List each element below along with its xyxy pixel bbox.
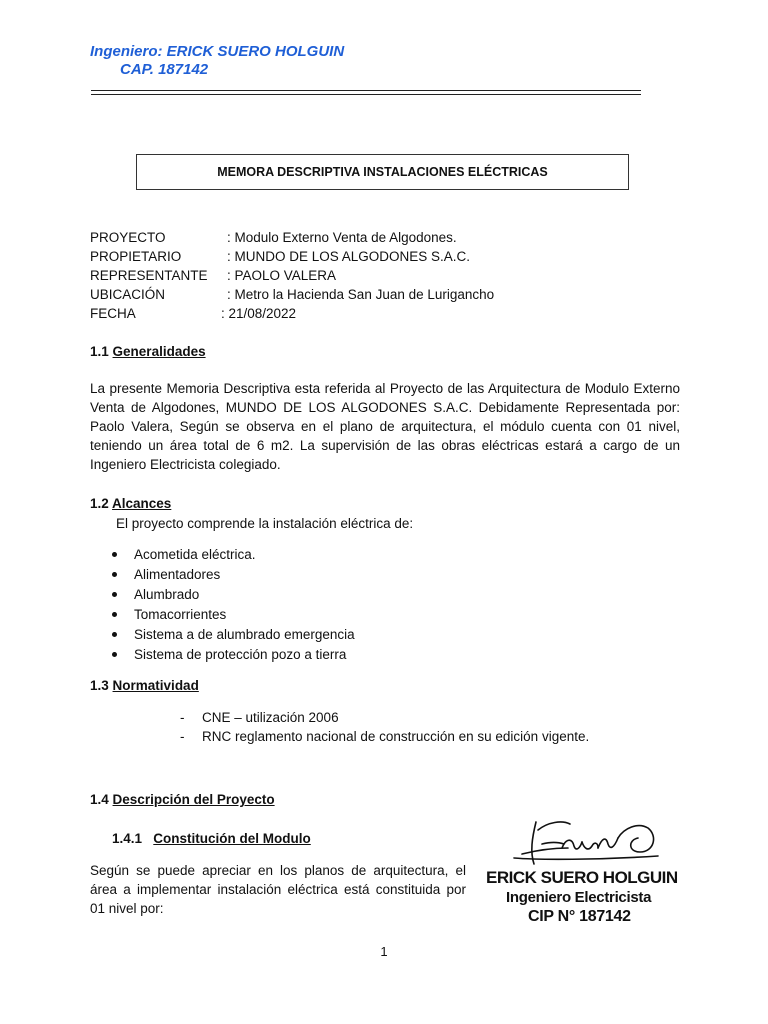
section-heading-alcances [90, 494, 171, 513]
signature-cip: CIP N° 187142 [528, 908, 631, 925]
section-number: 1.1 [90, 344, 109, 359]
info-row-representante [90, 266, 650, 285]
section-number: 1.2 [90, 496, 109, 511]
signature-role: Ingeniero Electricista [506, 889, 652, 906]
bullet-icon [112, 592, 117, 597]
info-value: : 21/08/2022 [221, 306, 297, 321]
dash-icon: - [180, 729, 185, 744]
list-item [110, 545, 355, 565]
dash-icon: - [180, 710, 185, 725]
alcances-intro: El proyecto comprende la instalación eléctrica de: [116, 516, 414, 531]
project-info-block [90, 228, 650, 323]
info-row-propietario [90, 247, 650, 266]
page-number: 1 [380, 944, 388, 959]
info-value: : PAOLO VALERA [227, 268, 337, 283]
list-item-text: Sistema de protección pozo a tierra [134, 647, 347, 662]
bullet-icon [112, 612, 117, 617]
list-item-text: Sistema a de alumbrado emergencia [134, 627, 355, 642]
section-heading-normatividad [90, 676, 199, 695]
info-row-fecha [90, 304, 650, 323]
info-label: REPRESENTANTE [90, 268, 208, 283]
list-item [110, 645, 355, 665]
engineer-cap: CAP. 187142 [120, 61, 209, 78]
list-item [110, 605, 355, 625]
list-item-text: Alimentadores [134, 567, 221, 582]
info-row-ubicacion [90, 285, 650, 304]
section-title: Alcances [112, 496, 172, 511]
list-item [180, 727, 589, 746]
header-double-rule [91, 90, 641, 95]
signature-stamp [478, 808, 688, 933]
info-value: : Metro la Hacienda San Juan de Lurigancho [227, 287, 495, 302]
list-item-text: CNE – utilización 2006 [202, 710, 339, 725]
subsection-heading-constitucion [112, 829, 311, 848]
list-item-text: Alumbrado [134, 587, 200, 602]
section-title: Normatividad [112, 678, 199, 693]
list-item [110, 585, 355, 605]
section-heading-descripcion [90, 790, 275, 809]
engineer-header [90, 43, 344, 79]
document-title: MEMORA DESCRIPTIVA INSTALACIONES ELÉCTRICAS [136, 154, 629, 190]
bullet-icon [112, 632, 117, 637]
alcances-list [110, 545, 355, 665]
section-title: Descripción del Proyecto [112, 792, 275, 807]
section-title: Generalidades [112, 344, 206, 359]
bullet-icon [112, 552, 117, 557]
generalidades-paragraph: La presente Memoria Descriptiva esta referida al Proyecto de las Arquitectura de Modulo Externo Venta de Algodones, MUNDO DE LOS ALGODONES S.A.C. Debidamente Representada por: Paolo Valera, Según se observa en el plano de arquitectura, el módulo cuenta con 01 nivel, teniendo un área total de 6 m2. La supervisión de las obras eléctricas estará a cargo de un Ingeniero Electricista colegiado. [90, 381, 680, 472]
list-item-text: Acometida eléctrica. [134, 547, 256, 562]
bullet-icon [112, 652, 117, 657]
section-number: 1.4.1 [112, 831, 143, 846]
list-item [110, 625, 355, 645]
info-label: PROYECTO [90, 230, 166, 245]
info-value: : Modulo Externo Venta de Algodones. [227, 230, 457, 245]
list-item [180, 708, 589, 727]
engineer-name: Ingeniero: ERICK SUERO HOLGUIN [90, 43, 345, 60]
section-number: 1.3 [90, 678, 109, 693]
list-item-text: Tomacorrientes [134, 607, 227, 622]
info-value: : MUNDO DE LOS ALGODONES S.A.C. [227, 249, 471, 264]
normatividad-list [180, 708, 589, 746]
info-label: UBICACIÓN [90, 287, 166, 302]
list-item-text: RNC reglamento nacional de construcción en su edición vigente. [202, 729, 590, 744]
info-label: FECHA [90, 306, 136, 321]
signature-name: ERICK SUERO HOLGUIN [486, 868, 678, 887]
info-label: PROPIETARIO [90, 249, 182, 264]
bullet-icon [112, 572, 117, 577]
constitucion-paragraph: Según se puede apreciar en los planos de arquitectura, el área a implementar instalación eléctrica está constituida por 01 nivel por: [90, 863, 466, 916]
section-title: Constitución del Modulo [153, 831, 311, 846]
info-row-proyecto [90, 228, 650, 247]
section-number: 1.4 [90, 792, 109, 807]
section-heading-generalidades [90, 342, 206, 361]
list-item [110, 565, 355, 585]
